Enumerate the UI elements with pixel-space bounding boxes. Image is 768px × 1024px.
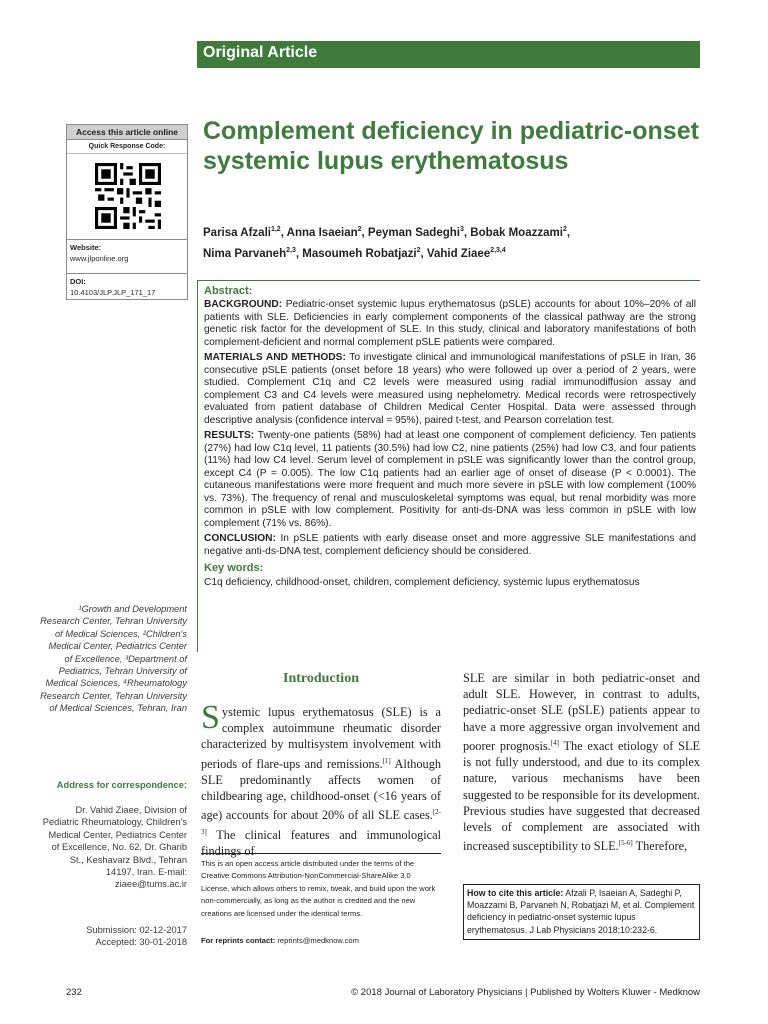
author-affiliation: 2,3 [286,246,296,254]
website-section [67,239,187,266]
article-title: Complement deficiency in pediatric-onset systemic lupus erythematosus [203,117,699,175]
qr-code-icon[interactable] [95,163,161,229]
abstract-conclusion: CONCLUSION: In pSLE patients with early disease onset and more aggressive SLE manifestations and negative anti-ds-DNA test, complement deficiency should be considered. [204,533,696,557]
author-name: Masoumeh Robatjazi [302,247,417,260]
drop-cap: S [201,699,220,736]
author-name: Parisa Afzali [203,226,271,239]
author-name: Peyman Sadeghi [367,226,460,239]
abstract-section [197,280,700,652]
abstract-results: RESULTS: Twenty-one patients (58%) had at least one component of complement deficiency. Ten patients (27%) had low C1q level, 11 patients (30.5%) had low C2, nine patients (25%) had low C3, and four patients (11%) had low C4 level. Serum level of complement in pSLE was significantly lower than the control group, except C4 (P = 0.005). The low C1q patients had an earlier age of onset of disease (P < 0.0001). The cutaneous manifestations were more frequent and much more severe in pSLE with low complement (100% vs. 73%). The frequency of renal and musculoskeletal symptoms was equal, but renal morbidity was more common in pSLE with low complement. Positivity for anti-ds-DNA was less common in pSLE with low complement (71% vs. 86%). [204,430,696,529]
author-affiliation: 2 [357,226,362,233]
website-link[interactable]: www.jlponline.org [70,254,129,263]
author-name: Nima Parvaneh [203,247,287,260]
citation-ref[interactable]: [2-3] [201,808,441,836]
page-number: 232 [66,987,82,998]
intro-column-right: SLE are similar in both pediatric-onset and adult SLE. However, in contrast to adults, pediatric-onset SLE (pSLE) patients appear to have a more aggressive organ involvement and poorer prognosis.[4] The exact etiology of SLE is not fully understood, and due to its complex nature, various mechanisms have been suggested to be responsible for its development. Previous studies have suggested that decreased levels of complement are associated with increased susceptibility to SLE.[5-6] Therefore, [463,671,700,854]
website-label: Website: [70,243,102,252]
journal-footer: © 2018 Journal of Laboratory Physicians | Published by Wolters Kluwer - Medknow [351,987,700,998]
keywords-heading: Key words: [204,562,264,574]
article-type-banner [197,41,700,68]
introduction-heading: Introduction [283,671,359,686]
author-affiliation: 2 [416,246,421,254]
access-heading: Access this article online [67,125,187,140]
keywords-list: C1q deficiency, childhood-onset, children, complement deficiency, systemic lupus erythematosus [204,577,640,588]
author-affiliation: 1,2 [270,226,281,233]
author-affiliation: 2 [562,226,567,233]
author-list: Parisa Afzali$^{1,2}$, Anna Isaeian$^2$, Peyman Sadeghi$^3$, Bobak Moazzami$^2$, Nima Parvaneh$^{2,3}$, Masoumeh Robatjazi$^2$, Vahid Ziaee$^{2,3,4}$ [203,226,571,260]
author-name: Anna Isaeian [286,226,358,239]
reprints-contact: For reprints contact: reprints@medknow.com [201,936,359,945]
how-to-cite-box: How to cite this article: Afzali P, Isaeian A, Sadeghi P, Moazzami B, Parvaneh N, Robatjazi M, et al. Complement deficiency in pediatric-onset systemic lupus erythematosus. J Lab Physicians 2018;10:232-6. [463,884,700,940]
citation-ref[interactable]: [5-6] [618,839,633,848]
citation-ref[interactable]: [1] [382,756,391,765]
affiliations: ¹Growth and Development Research Center, Tehran University of Medical Sciences, ²Children's Medical Center, Pediatrics Center of Excellence, ³Department of Pediatrics, Tehran University of Medical Sciences, ⁴Rheumatology Research Center, Tehran University of Medical Sciences, Tehran, Iran [40,604,187,714]
footnote-divider [201,853,441,854]
accepted-date: Accepted: 30-01-2018 [95,937,187,948]
submission-date: Submission: 02-12-2017 [86,925,187,935]
abstract-background: BACKGROUND: Pediatric-onset systemic lupus erythematosus (pSLE) accounts for about 10%–20% of all patients with SLE. Deficiencies in early complement components of the classical pathway are the strong genetic risk factor for the development of SLE. In this study, clinical and laboratory manifestations of both complement-deficient and normal complement pSLE patients were compared. [204,299,696,348]
author-affiliation: 2,3,4 [490,246,506,254]
doi-label: DOI: [70,277,86,286]
abstract-methods: MATERIALS AND METHODS: To investigate clinical and immunological manifestations of pSLE in Iran, 36 consecutive pSLE patients (onset before 18 years) who were followed up over a period of 2 years, were studied. Complement C1q and C2 levels were measured using radial immunodiffusion assay and complement C3 and C4 levels were measured using nephelometry. Medical records were retrospectively evaluated from patient database of Children Medical Center Hospital. Data were assessed through descriptive analysis (confidence interval = 95%), paired t-test, and Pearson correlation test. [204,352,696,426]
access-online-box [66,124,188,300]
author-name: Vahid Ziaee [426,247,491,260]
article-type-label: Original Article [203,44,318,61]
author-name: Bobak Moazzami [470,226,563,239]
intro-column-left: Systemic lupus erythematosus (SLE) is a complex autoimmune rheumatic disorder characterized by multisystem involvement with periods of flare-ups and remissions.[1] Although SLE predominantly affects women of childbearing age, childhood-onset (<16 years of age) accounts for about 20% of all SLE cases.[2-3] The clinical features and immunological findings of [201,699,442,858]
doi-section [67,273,187,300]
reprints-email[interactable]: reprints@medknow.com [275,936,359,945]
article-dates [40,924,187,949]
doi-link[interactable]: 10.4103/JLP.JLP_171_17 [70,288,156,297]
qr-label: Quick Response Code: [67,140,187,154]
correspondence-heading: Address for correspondence: [56,780,187,790]
license-notice: This is an open access article distributed under the terms of the Creative Commons Attribution-NonCommercial-ShareAlike 3.0 License, which allows others to remix, tweak, and build upon the work non-commercially, as long as the author is credited and the new creations are licensed under the identical terms. [201,859,436,918]
author-affiliation: 3 [459,226,464,233]
abstract-heading: Abstract: [204,285,253,297]
citation-ref[interactable]: [4] [550,738,559,747]
correspondence-address: Dr. Vahid Ziaee, Division of Pediatric Rheumatology, Children's Medical Center, Pediatrics Center of Excellence, No. 62, Dr. Gharib St., Keshavarz Blvd., Tehran 14197, Iran. E-mail: ziaee@tums.ac.ir [42,805,187,890]
